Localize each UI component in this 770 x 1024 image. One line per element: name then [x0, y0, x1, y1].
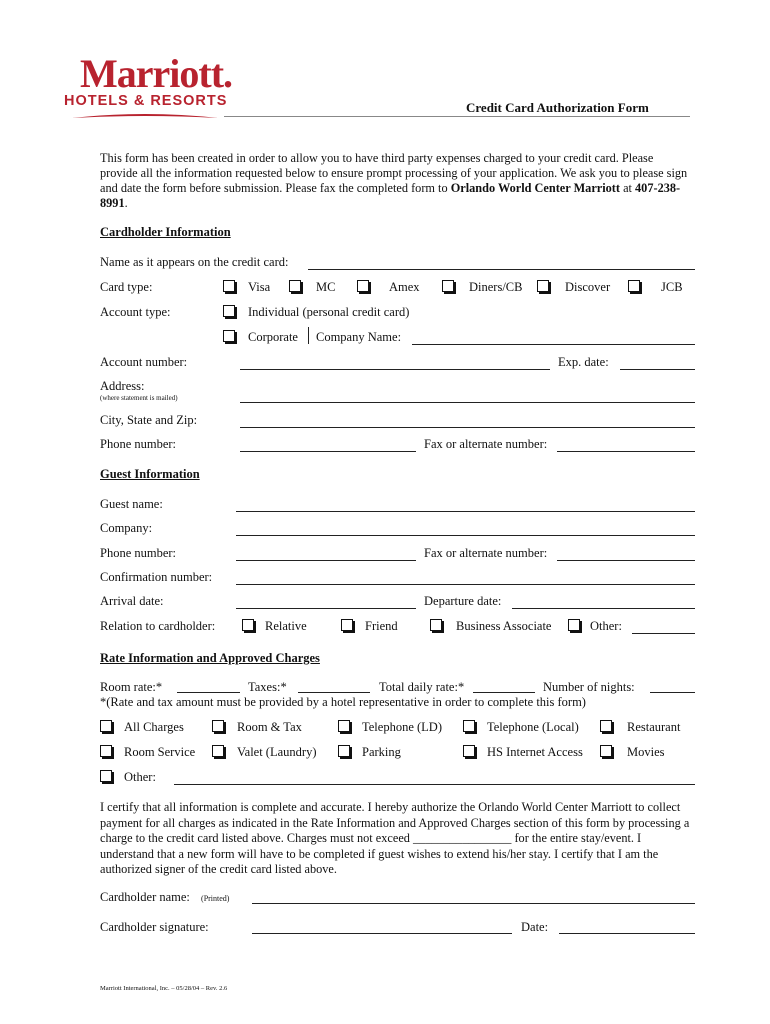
total-rate-label: Total daily rate:* [379, 680, 465, 694]
printed-name-label: Cardholder name: [100, 890, 190, 904]
cardholder-heading: Cardholder Information [100, 225, 231, 239]
room-tax-label: Room & Tax [237, 720, 302, 734]
taxes-label: Taxes:* [248, 680, 287, 694]
exp-date-label: Exp. date: [558, 355, 609, 369]
relative-label: Relative [265, 619, 307, 633]
intro-text: This form has been created in order to allow you to have third party expenses charged to your credit card. Please provide all the information requested below to ensure prompt processing of your application. We ask you to please sign and date the form before submission. Please fax the completed form to [100, 151, 688, 195]
certification-text: I certify that all information is complete and accurate. I hereby authorize the Orlando World Center Marriott to collect payment for all charges as indicated in the Rate Information and Approved Charges section of this form by processing a charge to the credit card listed above. Charges must not exceed [100, 800, 690, 845]
parking-label: Parking [362, 745, 401, 759]
arrival-field[interactable] [236, 608, 416, 609]
logo-swoosh [70, 112, 220, 124]
cardholder-phone-field[interactable] [240, 451, 416, 452]
signature-date-field[interactable] [559, 933, 695, 934]
printed-note: (Printed) [201, 894, 230, 903]
friend-checkbox[interactable] [341, 619, 353, 631]
guest-phone-label: Phone number: [100, 546, 177, 560]
charge-limit-field[interactable]: ________________ [413, 831, 512, 845]
confirmation-label: Confirmation number: [100, 570, 213, 584]
taxes-field[interactable] [298, 692, 370, 693]
intro-paragraph [100, 151, 690, 211]
internet-checkbox[interactable] [463, 745, 475, 757]
parking-checkbox[interactable] [338, 745, 350, 757]
cardholder-fax-field[interactable] [557, 451, 695, 452]
nights-field[interactable] [650, 692, 695, 693]
departure-field[interactable] [512, 608, 695, 609]
amex-label: Amex [389, 280, 420, 294]
mc-label: MC [316, 280, 336, 294]
telephone-ld-checkbox[interactable] [338, 720, 350, 732]
account-type-label: Account type: [100, 305, 171, 319]
signature-date-label: Date: [521, 920, 549, 934]
amex-checkbox[interactable] [357, 280, 369, 292]
corporate-label: Corporate [248, 330, 298, 344]
telephone-local-checkbox[interactable] [463, 720, 475, 732]
footer-text: Marriott International, Inc. – 05/28/04 – Rev. 2.6 [100, 985, 228, 992]
confirmation-field[interactable] [236, 584, 695, 585]
room-rate-label: Room rate:* [100, 680, 163, 694]
room-tax-checkbox[interactable] [212, 720, 224, 732]
guest-company-field[interactable] [236, 535, 695, 536]
address-note: (where statement is mailed) [100, 394, 178, 402]
certification-text-end: for the entire stay/event. I understand that a new form will have to be completed if guest wishes to extend his/her stay. I certify that I am the authorized signer of the credit card listed above. [100, 831, 659, 876]
movies-label: Movies [627, 745, 665, 759]
room-rate-field[interactable] [177, 692, 240, 693]
diners-checkbox[interactable] [442, 280, 454, 292]
guest-fax-field[interactable] [557, 560, 695, 561]
individual-checkbox[interactable] [223, 305, 235, 317]
restaurant-label: Restaurant [627, 720, 681, 734]
intro-fax: 407-238-8991 [100, 181, 681, 210]
nights-label: Number of nights: [543, 680, 635, 694]
printed-name-field[interactable] [252, 903, 695, 904]
jcb-label: JCB [661, 280, 683, 294]
discover-label: Discover [565, 280, 611, 294]
visa-label: Visa [248, 280, 271, 294]
valet-label: Valet (Laundry) [237, 745, 317, 759]
intro-mid: at [620, 181, 636, 195]
account-number-field[interactable] [240, 369, 550, 370]
jcb-checkbox[interactable] [628, 280, 640, 292]
telephone-local-label: Telephone (Local) [487, 720, 579, 734]
guest-name-field[interactable] [236, 511, 695, 512]
intro-hotel: Orlando World Center Marriott [450, 181, 620, 195]
movies-checkbox[interactable] [600, 745, 612, 757]
logo-brand: Marriott. [80, 51, 233, 96]
visa-checkbox[interactable] [223, 280, 235, 292]
relative-checkbox[interactable] [242, 619, 254, 631]
exp-date-field[interactable] [620, 369, 695, 370]
signature-field[interactable] [252, 933, 512, 934]
other-charges-field[interactable] [174, 784, 695, 785]
form-title: Credit Card Authorization Form [466, 100, 649, 115]
cardholder-phone-label: Phone number: [100, 437, 177, 451]
room-service-label: Room Service [124, 745, 196, 759]
address-label: Address: [100, 379, 145, 393]
other-relation-field[interactable] [632, 633, 695, 634]
telephone-ld-label: Telephone (LD) [362, 720, 442, 734]
guest-heading: Guest Information [100, 467, 200, 481]
all-charges-checkbox[interactable] [100, 720, 112, 732]
rates-heading: Rate Information and Approved Charges [100, 651, 320, 665]
cardholder-fax-label: Fax or alternate number: [424, 437, 548, 451]
departure-label: Departure date: [424, 594, 502, 608]
individual-label: Individual (personal credit card) [248, 305, 410, 319]
other-charges-label: Other: [124, 770, 156, 784]
arrival-label: Arrival date: [100, 594, 164, 608]
intro-post: . [124, 196, 128, 210]
corporate-divider [308, 327, 309, 344]
internet-label: HS Internet Access [487, 745, 583, 759]
business-associate-label: Business Associate [456, 619, 552, 633]
relation-label: Relation to cardholder: [100, 619, 216, 633]
city-label: City, State and Zip: [100, 413, 198, 427]
other-relation-label: Other: [590, 619, 622, 633]
cardholder-name-field[interactable] [308, 269, 695, 270]
guest-phone-field[interactable] [236, 560, 416, 561]
cardholder-name-printed-label [100, 890, 229, 905]
company-name-field[interactable] [412, 344, 695, 345]
company-name-label: Company Name: [316, 330, 402, 344]
diners-label: Diners/CB [469, 280, 523, 294]
guest-company-label: Company: [100, 521, 153, 535]
other-charges-checkbox[interactable] [100, 770, 112, 782]
certification-paragraph [100, 800, 692, 878]
rate-note: *(Rate and tax amount must be provided by a hotel representative in order to complete this form) [100, 695, 586, 709]
address-field[interactable] [240, 402, 695, 403]
guest-name-label: Guest name: [100, 497, 163, 511]
city-field[interactable] [240, 427, 695, 428]
card-type-label: Card type: [100, 280, 153, 294]
discover-checkbox[interactable] [537, 280, 549, 292]
guest-fax-label: Fax or alternate number: [424, 546, 548, 560]
mc-checkbox[interactable] [289, 280, 301, 292]
valet-checkbox[interactable] [212, 745, 224, 757]
account-number-label: Account number: [100, 355, 188, 369]
cardholder-name-label: Name as it appears on the credit card: [100, 255, 289, 269]
friend-label: Friend [365, 619, 398, 633]
room-service-checkbox[interactable] [100, 745, 112, 757]
all-charges-label: All Charges [124, 720, 184, 734]
total-rate-field[interactable] [473, 692, 535, 693]
corporate-checkbox[interactable] [223, 330, 235, 342]
signature-label: Cardholder signature: [100, 920, 209, 934]
marriott-logo [80, 50, 232, 97]
title-rule [224, 116, 690, 117]
restaurant-checkbox[interactable] [600, 720, 612, 732]
other-relation-checkbox[interactable] [568, 619, 580, 631]
business-associate-checkbox[interactable] [430, 619, 442, 631]
logo-tagline: HOTELS & RESORTS [64, 93, 228, 109]
